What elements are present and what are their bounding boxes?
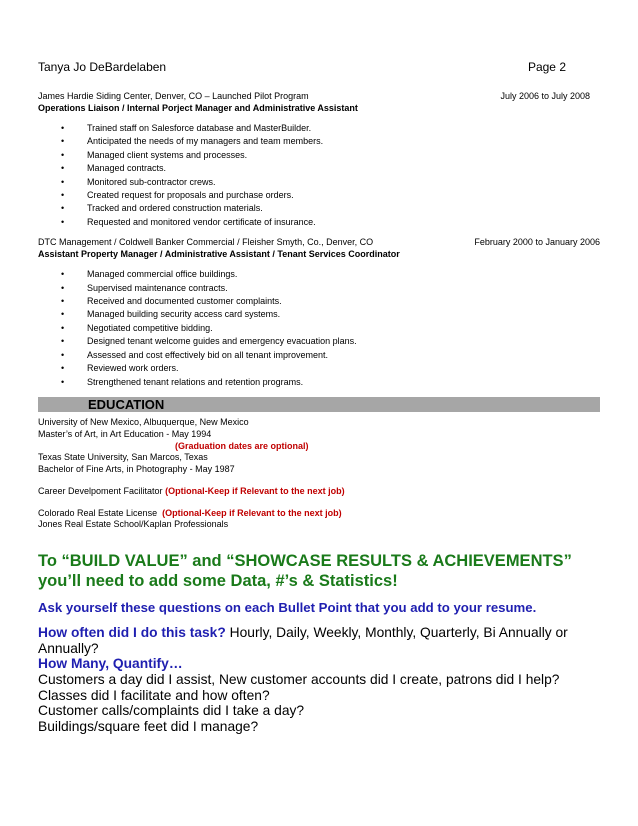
optional-note: (Optional-Keep if Relevant to the next job) (162, 507, 342, 518)
job-dates: July 2006 to July 2008 (500, 91, 590, 101)
job-company: DTC Management / Coldwell Banker Commercial / Fleisher Smyth, Co., Denver, CO (38, 237, 374, 248)
quantify-line: Customer calls/complaints did I take a day? (38, 703, 305, 719)
degree-bachelor: Bachelor of Fine Arts, in Photography - May 1987 (38, 464, 235, 475)
resume-page (38, 60, 600, 734)
bullet-icon: • (61, 190, 65, 201)
quantify-line: Customers a day did I assist, New customer accounts did I create, patrons did I help? (38, 672, 560, 688)
bullet-icon: • (61, 336, 65, 347)
license-certification: Colorado Real Estate License (Optional-Keep if Relevant to the next job) (38, 507, 342, 518)
how-many-label: How Many, Quantify… (38, 656, 183, 672)
bullet-item: • Assessed and cost effectively bid on all tenant improvement. (38, 349, 600, 362)
school-unm: University of New Mexico, Albuquerque, New Mexico (38, 416, 249, 427)
bullet-icon: • (61, 216, 65, 227)
degree-masters: Master’s of Art, in Art Education - May 1994 (38, 428, 212, 439)
bullet-item: • Requested and monitored vendor certificate of insurance. (38, 216, 600, 229)
job-bullets (38, 122, 600, 229)
job-company: James Hardie Siding Center, Denver, CO – Launched Pilot Program (38, 91, 309, 101)
job-dates: February 2000 to January 2006 (474, 237, 600, 248)
job-entry (38, 91, 600, 229)
bullet-icon: • (61, 136, 65, 147)
bullet-icon: • (61, 203, 65, 214)
bullet-icon: • (61, 282, 65, 293)
bullet-icon: • (61, 149, 65, 160)
bullet-item: • Monitored sub-contractor crews. (38, 176, 600, 189)
bullet-icon: • (61, 163, 65, 174)
job-bullets (38, 268, 600, 389)
how-often-line: How often did I do this task? Hourly, Daily, Weekly, Monthly, Quarterly, Bi Annually or Annually? (38, 625, 568, 656)
value-headline: To “BUILD VALUE” and “SHOWCASE RESULTS & ACHIEVEMENTS” you’ll need to add some Data, #’s & Statistics! (38, 552, 572, 591)
license-school: Jones Real Estate School/Kaplan Professionals (38, 519, 229, 530)
job-entry (38, 237, 600, 389)
career-certification: Career Develpoment Facilitator (Optional-Keep if Relevant to the next job) (38, 485, 345, 496)
bullet-item: • Managed client systems and processes. (38, 149, 600, 162)
bullet-item: • Reviewed work orders. (38, 362, 600, 375)
bullet-icon: • (61, 349, 65, 360)
bullet-icon: • (61, 309, 65, 320)
ask-yourself-line: Ask yourself these questions on each Bullet Point that you add to your resume. (38, 600, 537, 616)
bullet-item: • Anticipated the needs of my managers and team members. (38, 135, 600, 148)
quantify-line: Classes did I facilitate and how often? (38, 687, 270, 703)
quantify-line: Buildings/square feet did I manage? (38, 718, 259, 734)
bullet-icon: • (61, 176, 65, 187)
candidate-name: Tanya Jo DeBardelaben (38, 60, 167, 74)
bullet-icon: • (61, 322, 65, 333)
bullet-item: • Managed contracts. (38, 162, 600, 175)
graduation-dates-note: (Graduation dates are optional) (175, 440, 309, 451)
bullet-item: • Negotiated competitive bidding. (38, 322, 600, 335)
education-section-bar (38, 397, 600, 412)
bullet-item: • Designed tenant welcome guides and emergency evacuation plans. (38, 335, 600, 348)
bullet-icon: • (61, 296, 65, 307)
bullet-item: • Trained staff on Salesforce database and MasterBuilder. (38, 122, 600, 135)
page-header (38, 60, 600, 74)
education-block (38, 417, 600, 531)
education-heading: EDUCATION (88, 396, 165, 412)
bullet-item: • Created request for proposals and purchase orders. (38, 189, 600, 202)
bullet-icon: • (61, 363, 65, 374)
job-title: Operations Liaison / Internal Porject Manager and Administrative Assistant (38, 103, 358, 113)
bullet-item: • Managed commercial office buildings. (38, 268, 600, 281)
bullet-item: • Strengthened tenant relations and retention programs. (38, 376, 600, 389)
bullet-item: • Tracked and ordered construction materials. (38, 202, 600, 215)
bullet-icon: • (61, 269, 65, 280)
school-txstate: Texas State University, San Marcos, Texas (38, 452, 208, 463)
job-title: Assistant Property Manager / Administrative Assistant / Tenant Services Coordinator (38, 249, 400, 260)
bullet-item: • Supervised maintenance contracts. (38, 282, 600, 295)
quantify-guidance (38, 625, 600, 734)
optional-note: (Optional-Keep if Relevant to the next job) (165, 485, 345, 496)
bullet-icon: • (61, 376, 65, 387)
bullet-item: • Received and documented customer complaints. (38, 295, 600, 308)
bullet-icon: • (61, 123, 65, 133)
page-number: Page 2 (527, 60, 566, 74)
bullet-item: • Managed building security access card systems. (38, 308, 600, 321)
